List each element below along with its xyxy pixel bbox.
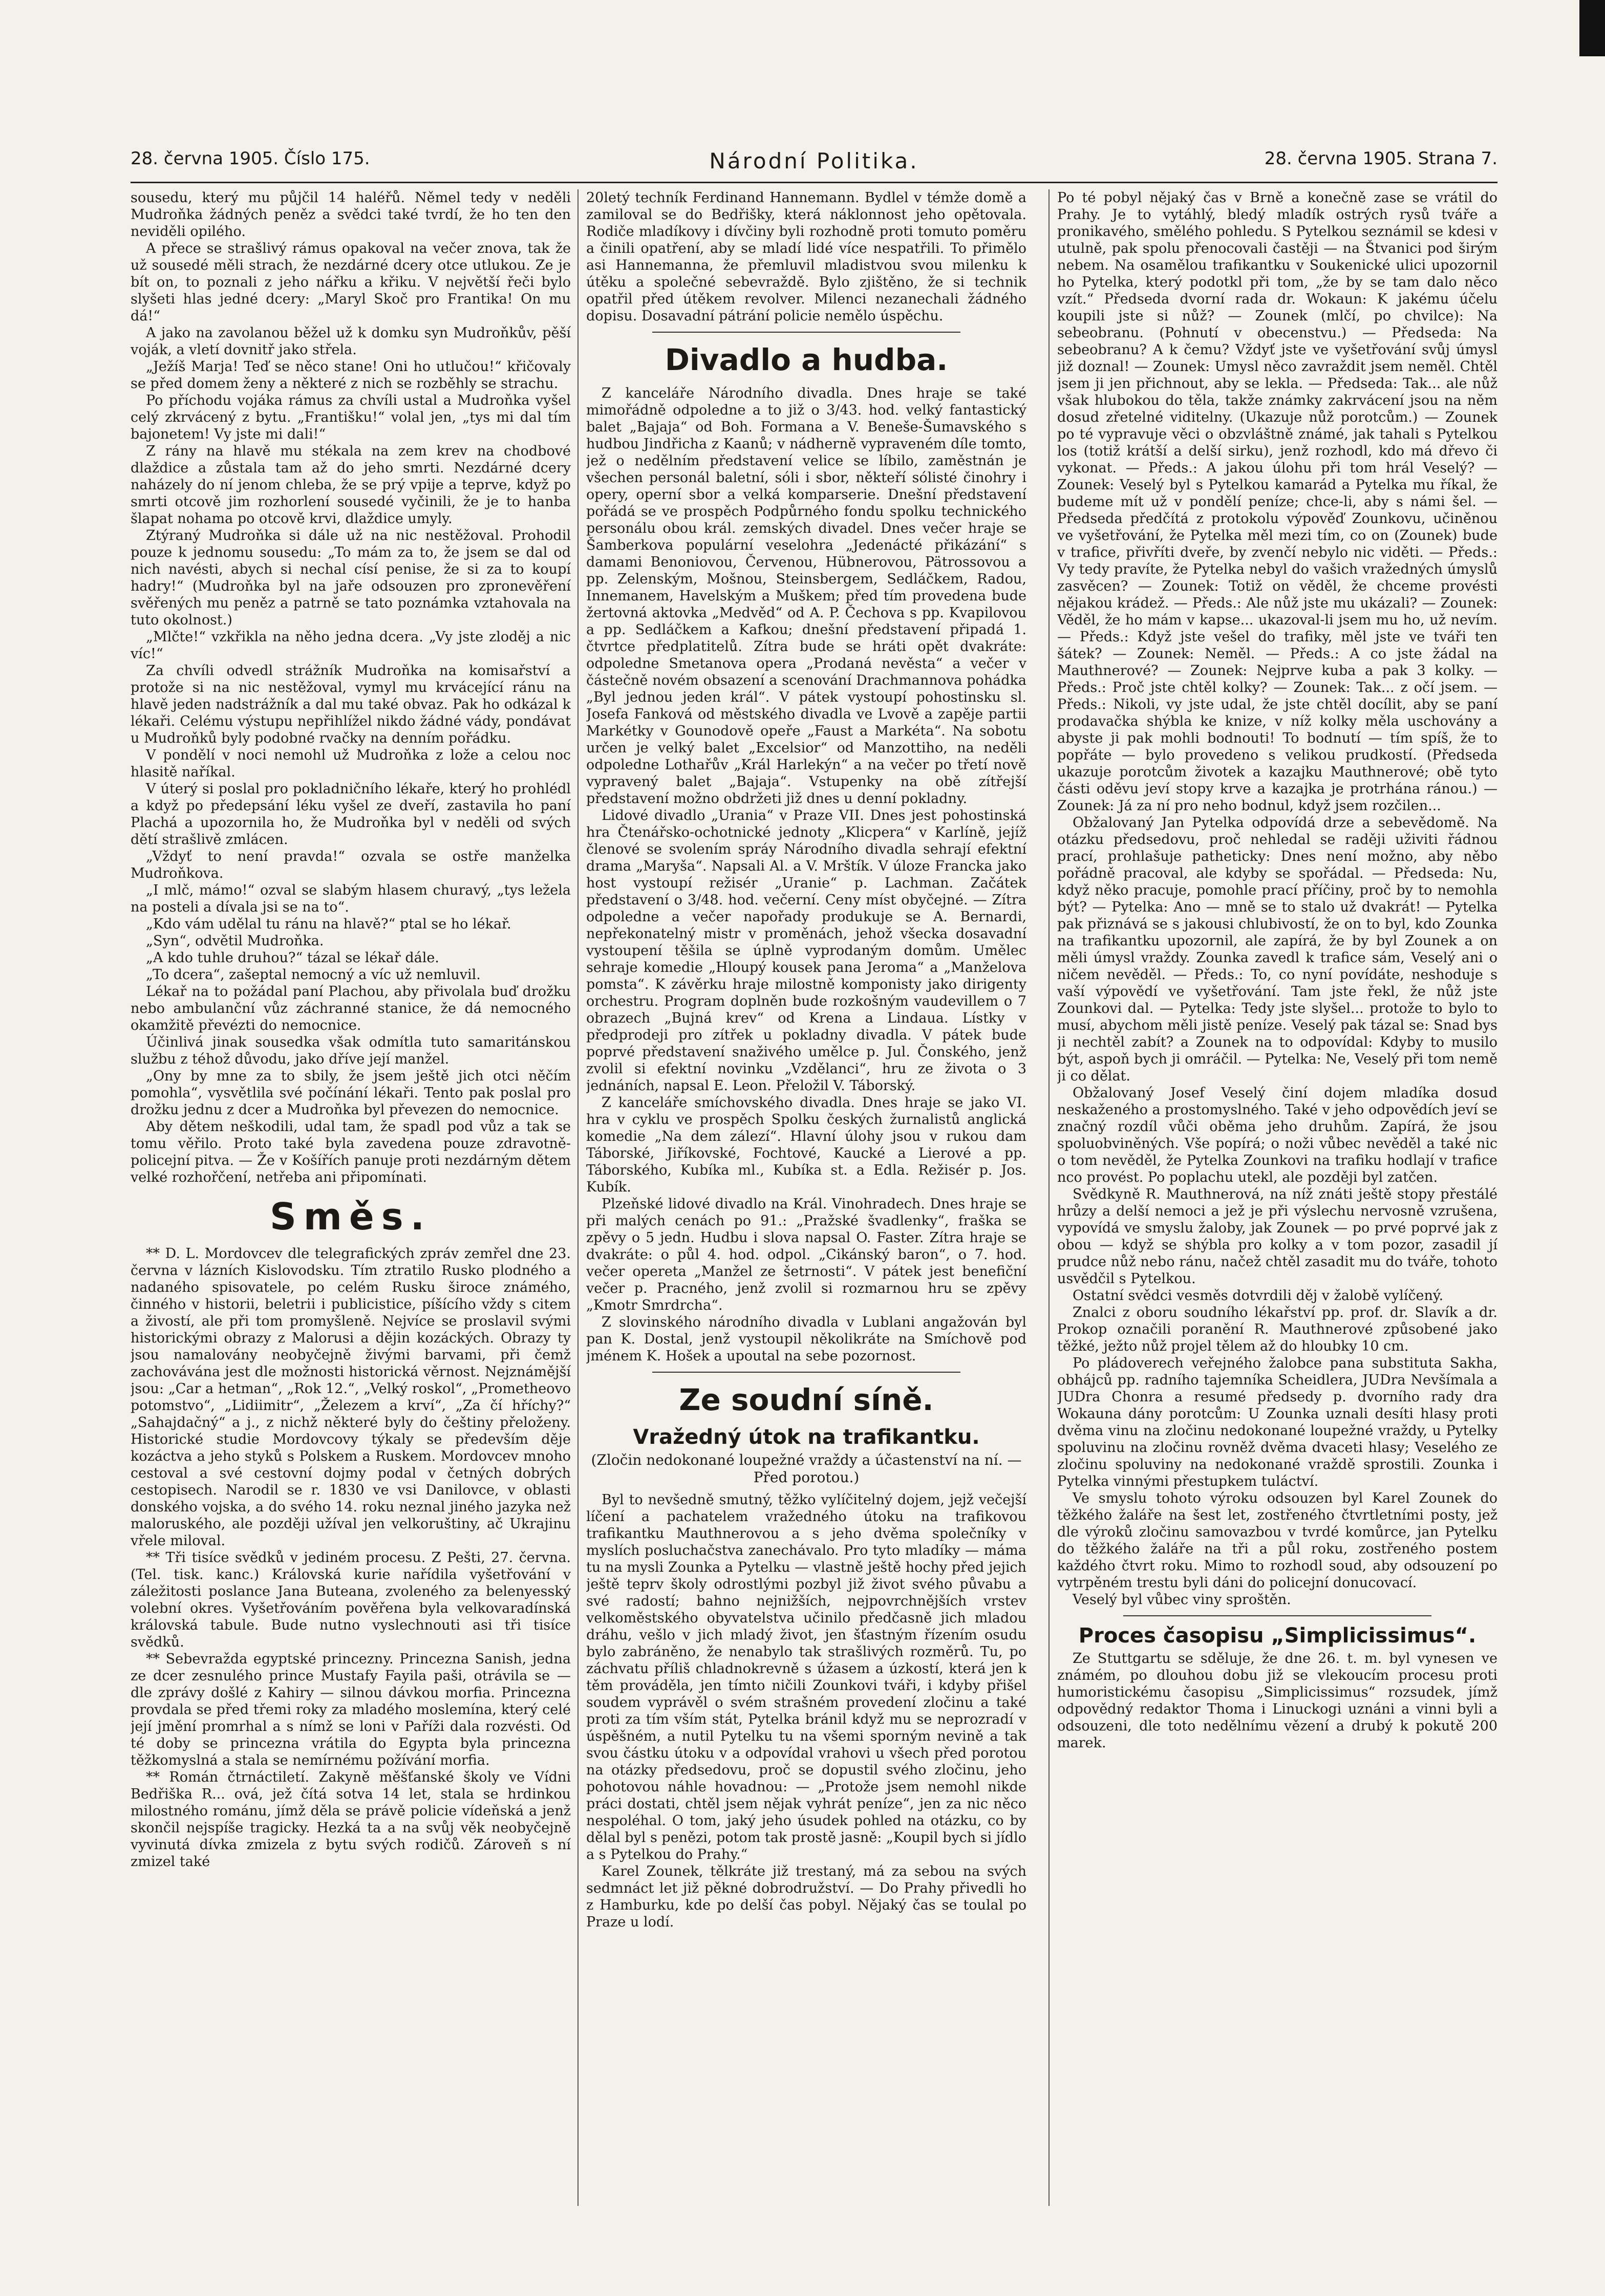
paragraph: Po té pobyl nějaký čas v Brně a konečně zase se vrátil do Prahy. Je to vytáhlý, bledý mladík ostrých rysů tváře a pronikavého, smělého pohledu. S Pytelkou seznámil se kdesi v utulně, pak spolu přenocovali častěji — na Štvanici pod širým nebem. Na osamělou trafikantku v Soukenické ulici upozornil ho Pytelka, který podotkl při tom, „že by se tam dalo něco vzít.“ Předseda dvorní rada dr. Wokaun: K jakému účelu koupili jste si nůž? — Zounek (mlčí, po chvilce): Na sebeobranu. (Pohnutí v obecenstvu.) — Předseda: Na sebeobranu? A k čemu? Vždyť jste ve vyšetřování svůj úmysl již doznal! — Zounek: Umysl něco zavraždit jsem neměl. Chtěl jsem ji jen přichnout, aby se lekla. — Předseda: Tak... ale nůž však hlubokou do těla, takže známky zakrvácení jsou na něm dosud zřetelné viditelny. (Ukazuje nůž porotcům.) — Zounek po té vypravuje věci o obzvláštně známé, jak tahali s Pytelkou los (totiž krátší a delší sirku), jenž rozhodl, kdo má dřevo či vykonat. — Předs.: A jakou úlohu při tom hrál Veselý? — Zounek: Veselý byl s Pytelkou kamarád a Pytelka mu říkal, že budeme mít už v pondělí peníze; chce-li, aby s námi šel. — Předseda předčítá z protokolu výpověď Zounkovu, učiněnou ve vyšetřování, že Pytelka měl mezi tím, co on (Zounek) bude v trafice, přivříti dveře, by zvenčí nebylo nic viděti. — Předs.: Vy tedy pravíte, že Pytelka nebyl do vašich vražedných úmyslů zasvěcen? — Zounek: Totiž on věděl, že chceme provésti nějakou krádež. — Předs.: Ale nůž jste mu ukázali? — Zounek: Věděl, že ho mám v kapse... ukazoval-li jsem mu ho, už nevím. — Předs.: Když jste vešel do trafiky, měl jste ve tváři ten šátek? — Zounek: Neměl. — Předs.: A co jste žádal na Mauthnerové? — Zounek: Nejprve kuba a pak 3 kolky. — Předs.: Proč jste chtěl kolky? — Zounek: Tak... z očí jsem. — Předs.: Nikoli, vy jste udal, že jste chtěl docílit, aby se paní prodavačka shýbla ke knize, v níž kolky měla uschovány a abyste ji pak mohli bodnouti! To bodnutí — tím spíš, že to popřáte — bylo provedeno s velikou prudkostí. (Předseda ukazuje porotcům životek a kazajku Mauthnerové; obě tyto části oděvu jeví stopy krve a kazajka je protrhána ránou.) — Zounek: Já za ní pro neho bodnul, když jsem rozčilen...	[1057, 190, 1497, 814]
paragraph: Po příchodu vojáka rámus za chvíli ustal a Mudroňka vyšel celý zkrvácený z bytu. „Františku!“ volal jen, „tys mi dal tím bajonetem! Vy jste mi dali!“	[131, 393, 571, 442]
paragraph: „Ježíš Marja! Teď se něco stane! Oni ho utlučou!“ křičovaly se před domem ženy a některé z nich se rozběhly se strachu.	[131, 359, 571, 392]
paragraph: ** Román čtrnáctiletí. Zakyně měšťanské školy ve Vídni Bedřiška R... ová, jež čítá sotva 14 let, stala se hrdinkou milostného románu, jímž děla se právě policie vídeňská a jenž skončil nejspíše tragicky. Hezká ta a na svůj věk neobyčejně vyvinutá dívka zmizela z bytu svých rodičů. Zároveň s ní zmizel také	[131, 1769, 571, 1870]
paragraph: „To dcera“, zašeptal nemocný a víc už nemluvil.	[146, 967, 481, 983]
paragraph: Ve smyslu tohoto výroku odsouzen byl Karel Zounek do těžkého žaláře na šest let, zostřeného čtvrtletními posty, jež dle výroků zločinu samovazbou v tvrdé komůrce, jan Pytelku do těžkého žaláře na tři a půl roku, zostřeného postem každého čtvrt roku. Mimo to rozhodl soud, aby odsouzení po vytrpěném trestu byli dáni do policejní donucovací.	[1057, 1490, 1497, 1591]
column-1	[131, 189, 571, 2211]
paragraph: „Syn“, odvětil Mudroňka.	[146, 933, 324, 949]
paragraph: Ostatní svědci vesměs dotvrdili děj v žalobě vylíčený.	[1073, 1288, 1444, 1304]
paragraph: Z kanceláře Národního divadla. Dnes hraje se také mimořádně odpoledne a to již o 3/43. hod. velký fantastický balet „Bajaja“ od Boh. Formana a V. Beneše-Šumavského s hudbou Jindřicha z Kaanů; v nádherně vypraveném díle tomto, jež o nedělním představení velice se líbilo, zaměstnán je všechen personál baletní, sóli i sbor, někteří sólisté činohry i opery, operní sbor a velká komparserie. Dnešní představení pořádá se ve prospěch Podpůrného fondu spolku technického personálu obou král. zemských divadel. Dnes večer hraje se Šamberkova populární veselohra „Jedenácté přikázání“ s damami Benoniovou, Červenou, Hübnerovou, Pätrossovou a pp. Zelenským, Mošnou, Steinsbergem, Sedláčkem, Radou, Innemanem, Havelským a Muškem; před tím provedena bude žertovná aktovka „Medvěd“ od A. P. Čechova s pp. Kvapilovou a pp. Sedláčkem a Kafkou; dnešní představení připadá 1. čtvrtce předplatitelů. Zítra bude se hráti opět dvakráte: odpoledne Smetanova opera „Prodaná nevěsta“ a večer v částečně novém obsazení a scenování Drachmannova pohádka „Byl jednou jeden král“. V pátek vystoupí pohostinsku sl. Josefa Fanková od městského divadla ve Lvově a zapěje partii Markétky v Gounodově opeře „Faust a Markéta“. Na sobotu určen je velký balet „Excelsior“ od Manzottiho, na neděli odpoledne Lothařův „Král Harlekýn“ a na večer po třetí nově vypravený balet „Bajaja“. Vstupenky na obě zítřejší představení možno obdržeti již dnes u denní pokladny.	[586, 385, 1026, 807]
paragraph: Z rány na hlavě mu stékala na zem krev na chodbové dlaždice a zůstala tam až do jeho smrti. Nezdárné dcery naházely do ní jenom chleba, že se prý vpije a teprve, když po smrti otcově jim rozhorlení sousedé vyčinili, že je to hanba šlapat nohama po otcově krvi, dlaždice umyly.	[131, 443, 571, 527]
paragraph: V pondělí v noci nemohl už Mudroňka z lože a celou noc hlasitě naříkal.	[131, 747, 571, 780]
article-subheading: (Zločin nedokonané loupežné vraždy a účastenství na ní. — Před porotou.)	[591, 1452, 1022, 1486]
section-heading-smes: Směs.	[270, 1195, 432, 1238]
paragraph: Obžalovaný Josef Veselý činí dojem mladíka dosud neskaženého a prostomyslného. Také v jeho odpovědích jeví se značný rozdíl vůči oběma jeho druhům. Zapírá, že jsou spoluobviněných. Vše popírá; o noži vůbec nevěděl a také nic o tom nevěděl, že Pytelka Zounkovi na trafiku hodlají v trafice nco provést. Po poplachu utekl, ale později byl zatčen.	[1057, 1085, 1497, 1185]
paragraph: ** Sebevražda egyptské princezny. Princezna Sanish, jedna ze dcer zesnulého prince Mustafy Fayila paši, otrávila se — dle zprávy došlé z Kahiry — silnou dávkou morfia. Princezna provdala se před třemi roky za mladého moslemína, který celé její jmění promrhal a s nímž se loni v Paříži dala rozvésti. Od té doby se princezna vrátila do Egypta byla princezna těžkomyslná a stala se nemírnému požívání morfia.	[131, 1651, 571, 1768]
scan-corner-mark	[1579, 0, 1605, 56]
paragraph: ** Tři tisíce svědků v jediném procesu. Z Pešti, 27. června. (Tel. tisk. kanc.) Královská kurie nařídila vyšetřování v záležitosti poslance Jana Buteana, zvoleného za belenyesský volební okres. Vyšetřováním pověřena byla velkovaradínská královská tabule. Bude nutno vyslechnouti asi tři tisíce svědků.	[131, 1550, 571, 1650]
paragraph: „Kdo vám udělal tu ránu na hlavě?“ ptal se ho lékař.	[146, 916, 511, 932]
paragraph: Účinlivá jinak sousedka však odmítla tuto samaritánskou službu z téhož důvodu, jako dříve její manžel.	[131, 1034, 571, 1067]
paragraph: Z slovinského národního divadla v Lublani angažován byl pan K. Dostal, jenž vystoupil několikráte na Smíchově pod jménem K. Hošek a upoutal na sebe pozornost.	[586, 1314, 1026, 1364]
paragraph: „I mlč, mámo!“ ozval se slabým hlasem churavý, „tys ležela na posteli a dívala jsi se na to“.	[131, 882, 571, 915]
paragraph: „A kdo tuhle druhou?“ tázal se lékař dále.	[146, 950, 439, 966]
article-heading: Vražedný útok na trafikantku.	[633, 1425, 980, 1449]
paragraph: sousedu, který mu půjčil 14 haléřů. Němel tedy v neděli Mudroňka žádných peněz a svědci také tvrdí, že ho ten den neviděli opilého.	[131, 190, 571, 240]
column-divider	[1048, 189, 1050, 2206]
paragraph: Z kanceláře smíchovského divadla. Dnes hraje se jako VI. hra v cyklu ve prospěch Spolku českých žurnalistů anglická komedie „Na dem zálezí“. Hlavní úlohy jsou v rukou dam Táborské, Jiříkovské, Fochtové, Kaucké a Lierové a pp. Táborského, Kubíka ml., Kubíka st. a Edla. Režisér p. Jos. Kubík.	[586, 1095, 1026, 1195]
paragraph: Za chvíli odvedl strážník Mudroňka na komisařství a protože si na nic nestěžoval, vymyl mu krvácející ránu na hlavě jeden nadstrážník a dal mu také obvaz. Pak ho odkázal k lékaři. Celému výstupu nepřihlížel nikdo žádné vády, pondávat u Mudroňků byly podobné rvačky na denním pořádku.	[131, 663, 571, 746]
column-3	[1057, 189, 1497, 2211]
paragraph: Plzeňské lidové divadlo na Král. Vinohradech. Dnes hraje se při malých cenách po 91.: „Pražské švadlenky“, fraška se zpěvy o 5 jedn. Hudbu i slova napsal O. Faster. Zítra hraje se dvakráte: o půl 4. hod. odpol. „Cikánský baron“, o 7. hod. večer opereta „Manžel ze šetrnosti“. V pátek jest benefiční večer p. Pracného, jenž zvolil si rozmarnou hru se zpěvy „Kmotr Smrdrcha“.	[586, 1196, 1026, 1313]
paragraph: Po pládoverech veřejného žalobce pana substituta Sakha, obhájců pp. radního tajemníka Scheidlera, JUDra Nevšímala a JUDra Chonra a resumé předsedy p. dvorního rady dra Wokauna dány porotcům: U Zounka uznali desíti hlasy proti dvěma vinu na zločinu nedokonané loupežné vraždy, u Pytelky spoluvinu na zločinu rovněž dvěma dvaceti hlasy; Veselého ze zločinu spoluviny na nedokonané vraždě sprostili. Zounka i Pytelka vinnými přestupkem tuláctví.	[1057, 1355, 1497, 1489]
section-rule	[1123, 1615, 1431, 1616]
paragraph: Byl to nevšedně smutný, těžko vylíčitelný dojem, jejž večejší líčení a pachatelem vražedného útoku na trafikovou trafikantku Mauthnerovou a s jeho dvěma společníky v myslích posluchačstva zanechávalo. Pro tyto mladíky — máma tu na mysli Zounka a Pytelku — vlastně ještě hochy před jejich ještě teprv školy odrostlými pozbyl již život svého půvabu a své radostí; bahno nejnižších, nejpovrchnějších vrstev velkoměstského obyvatelstva učinilo předčasně jich mladou dráhu, vešlo v jich mladý život, jen šťastným řízením osudu bylo zabráněno, že nenabylo tak strašlivých rozměrů. Tu, po záchvatu příliš chladnokrevně s úžasem a úzkostí, která jen k těm prováděla, jen tímto ničili Zounkovi tváři, i kdyby přišel soudem vyprávěl o svém strašném provedení zločinu a také proti za tím vším stát, Pytelka bránil když mu se neprozradí v úspěšném, a nutil Pytelku tu na všemi sporným nevině a tak svou částku útoku v a odpovídal vrahovi u všech před porotou na otázky předsedovu, proč se dopustil svého zločinu, jeho pohotovou náhle hovadnou: — „Protože jsem nemohl nikde práci dostati, chtěl jsem nějak vyhrát peníze“, jen za nic něco nespoléhal. O tom, jaký jeho úsudek pohled na otázku, co by dělal byl s penězi, potom tak prostě jasně: „Koupil bych si jídlo a s Pytelkou do Prahy.“	[586, 1492, 1026, 1862]
paragraph: Veselý byl vůbec viny sproštěn.	[1073, 1592, 1291, 1608]
paragraph: Lékař na to požádal paní Plachou, aby přivolala buď drožku nebo ambulanční vůz záchranné stanice, že dá nemocného okamžitě převézti do nemocnice.	[131, 984, 571, 1033]
paragraph: „Vždyť to není pravda!“ ozvala se ostře manželka Mudroňkova.	[131, 849, 571, 881]
paragraph: ** D. L. Mordovcev dle telegrafických zpráv zemřel dne 23. června v lázních Kislovodsku. Tím ztratilo Rusko plodného a nadaného spisovatele, po celém Rusku široce známého, činného v historii, beletrii i publicistice, píšícího vždy s citem a živostí, ale při tom promyšleně. Nejvíce se proslavil svými historickými obrazy z Malorusi a dějin kozáckých. Obrazy ty jsou namalovány neobyčejně živými barvami, při čemž zachovávána jest dle možnosti historická věrnost. Nejznámější jsou: „Car a hetman“, „Rok 12.“, „Velký roskol“, „Prometheovo potomstvo“, „Lidiimitr“, „Železem a krví“, „Za čí hříchy?“ „Sahajdačný“ a j., z nichž některé byly do češtiny přeloženy. Historické studie Mordovcovy týkaly se především děje kozáctva a jeho styků s Polskem a Ruskem. Mordovcev mnoho cestoval a své cestovní dojmy podal v četných dobrých cestopisech. Narodil se r. 1830 ve vsi Danilovce, v oblasti donského vojska, a do svého 14. roku neznal jiného jazyka než maloruského, ale později užíval jen velkoruštiny, ač Ukrajinu vřele miloval.	[131, 1246, 571, 1549]
section-rule	[652, 332, 960, 333]
paragraph: Svědkyně R. Mauthnerová, na níž znáti ještě stopy přestálé hrůzy a delší nemoci a jež je při výslechu nervosně vzrušena, vypovídá ve smyslu žaloby, jak Zounek — po prvé poprvé jak z obou — když se shýbla pro kolky a v tom pozor, zasadil jí prudce nůž nebo ránu, načež chtěl zasadit mu do tváře, tohoto usvědčil s Pytelkou.	[1057, 1186, 1497, 1287]
paragraph: Aby dětem neškodili, udal tam, že spadl pod vůz a tak se tomu věřilo. Proto také byla zavedena pouze zdravotně-policejní pitva. — Že v Košířích panuje proti nezdárným dětem velké rozhořčení, netřeba ani připomínati.	[131, 1119, 571, 1185]
paragraph: „Ony by mne za to sbily, že jsem ještě jich otci něčím pomohla“, vysvětlila své počínání lékaři. Tento pak poslal pro drožku jednu z dcer a Mudroňka byl převezen do nemocnice.	[131, 1068, 571, 1118]
paragraph: „Mlčte!“ vzkřikla na něho jedna dcera. „Vy jste zloděj a nic víc!“	[131, 629, 571, 662]
paragraph: A přece se strašlivý rámus opakoval na večer znova, tak že už sousedé měli strach, že nezdárné dcery otce utlukou. Ze je bít on, to poznali z jeho nářku a křiku. V největší řeči bylo slyšeti hlas jedné dcery: „Maryl Skoč pro Frantika! On mu dá!“	[131, 241, 571, 324]
paragraph: Obžalovaný Jan Pytelka odpovídá drze a sebevědomě. Na otázku předsedovu, proč nehledal se raději uživiti řádnou prací, prohlašuje patheticky: Dnes není možno, aby něbo pořádně pracoval, ale kdyby se spořádal. — Předseda: Nu, když něko pracuje, pomohle prací příčiny, proč by to nemohla být? — Pytelka: Ano — mně se to stalo už dvakrát! — Pytelka pak přiznává se s jakousi chlubivostí, že on to byl, kdo Zounka na trafikantku upozornil, ale zapírá, že by byl Zounek a on měli úmysl vraždy. Zounka zavedl k trafice sám, Veselý ani o ničem nevěděl. — Předs.: To, co nyní povídáte, neshoduje s vaší výpovědí ve vyšetřování. Tam jste řekl, že nůž jste Zounkovi dal. — Pytelka: Tedy jste slyšel... protože to bylo to musí, abychom měli jistě peníze. Veselý pak tázal se: Snad bys ji nechtěl zabít? a Zounek na to odpovídal: Kdyby to musilo být, aspoň bych ji omráčil. — Pytelka: Ne, Veselý při tom nemě ji co dělat.	[1057, 815, 1497, 1084]
section-heading-divadlo: Divadlo a hudba.	[665, 342, 948, 377]
paragraph: Karel Zounek, tělkráte již trestaný, má za sebou na svých sedmnáct let již pěkné dobrodružství. — Do Prahy přivedli ho z Hamburku, kde po delší čas pobyl. Nějaký čas se toulal po Praze u lodí.	[586, 1864, 1026, 1930]
header-rule	[131, 182, 1497, 183]
masthead-title: Národní Politika.	[709, 148, 919, 174]
header-date-right: 28. června 1905. Strana 7.	[1264, 148, 1497, 169]
page-header	[131, 148, 1497, 184]
paragraph: Ztýraný Mudroňka si dále už na nic nestěžoval. Prohodil pouze k jednomu sousedu: „To mám za to, že jsem se dal od nich navésti, abych si nechal císí penise, že si za to koupí hadry!“ (Mudroňka byl na jaře odsouzen pro zpronevěření svěřených mu peněz a patrně se tato poznámka vztahovala na tuto okolnost.)	[131, 528, 571, 628]
article-heading: Proces časopisu „Simplicissimus“.	[1078, 1624, 1476, 1648]
paragraph: 20letý techník Ferdinand Hannemann. Bydlel v témže domě a zamiloval se do Bedřišky, která náklonnost jeho opětovala. Rodiče mladíkovy i dívčiny byli rozhodně proti tomuto poměru a činili opatření, aby se mladí lidé více nespatřili. To přimělo asi Hannemanna, že přemluvil mladistvou svou milenku k útěku a společné sebevraždě. Bylo zjištěno, že si technik opatřil před útěkem revolver. Milenci nezanechali žádného dopisu. Dosavadní pátrání policie nemělo úspěchu.	[586, 190, 1026, 324]
column-divider	[577, 189, 579, 2206]
header-date-left: 28. června 1905. Číslo 175.	[131, 148, 370, 169]
paragraph: Znalci z oboru soudního lékařství pp. prof. dr. Slavík a dr. Prokop označili poranění R. Mauthnerové způsobené jako těžké, ježto nůž projel tělem až do hloubky 10 cm.	[1057, 1305, 1497, 1354]
paragraph: Ze Stuttgartu se sděluje, že dne 26. t. m. byl vynesen ve známém, po dlouhou dobu již se vlekoucím procesu proti humoristickému časopisu „Simplicissimus“ rozsudek, jímž odpovědný redaktor Thoma i Linuckogi uznáni a vinni byli a odsouzeni, dle toto nedělnímu vězení a drubý k pokutě 200 marek.	[1057, 1651, 1497, 1751]
paragraph: Lidové divadlo „Urania“ v Praze VII. Dnes jest pohostinská hra Čtenářsko-ochotnické jednoty „Klicpera“ v Karlíně, jejíž členové se svolením spráy Národního divadla sehrají efektní drama „Maryša“. Napsali Al. a V. Mrštík. V úloze Francka jako host vystoupí režisér „Uranie“ p. Lachman. Začátek představení o 3/48. hod. večerní. Ceny míst obyčejné. — Zítra odpoledne a večer napořady produkuje se A. Bernardi, nepřekonatelný mistr v proměnách, jehož všecka dosavadní vystoupení těšila se úplně vyprodaným domům. Umělec sehraje komedie „Hloupý kousek pana Jeroma“ a „Manželova pomsta“. K závěrku hraje milostně komponisty jako dirigenty orchestru. Program doplněn bude rozkošným vaudevillem o 7 obrazech „Bujná krev“ od Krena a Lindaua. Lístky v předprodeji pro zítřek u pokladny divadla. V pátek bude poprvé představení snaživého umělce p. Jul. Čonského, jenž zvolil si efektní novinku „Vzdělanci“, hru ze života o 3 jednáních, napsal E. Leon. Přeložil V. Táborský.	[586, 808, 1026, 1094]
paragraph: A jako na zavolanou běžel už k domku syn Mudroňkův, pěší voják, a vletí dovnitř jako střela.	[131, 325, 571, 358]
section-heading-soud: Ze soudní síně.	[679, 1382, 934, 1417]
section-rule	[652, 1372, 960, 1373]
column-2	[586, 189, 1026, 2211]
paragraph: V úterý si poslal pro pokladničního lékaře, který ho prohlédl a když po předepsání léku vyšel ze dveří, zastavila ho paní Plachá a upozornila ho, že Mudroňka byl v neděli od svých dětí strašlivě zmlácen.	[131, 781, 571, 848]
